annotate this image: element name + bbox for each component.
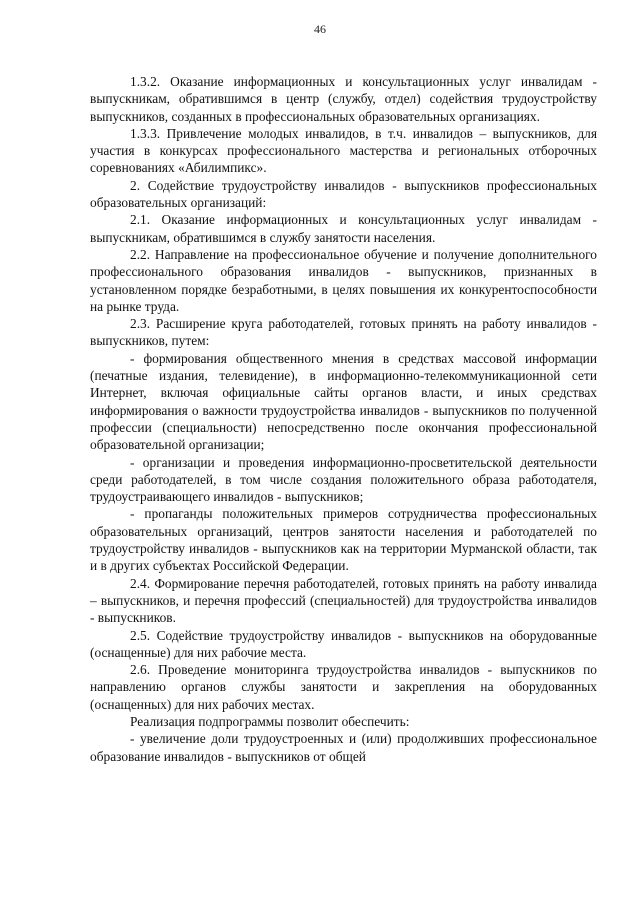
paragraph-1-3-3: 1.3.3. Привлечение молодых инвалидов, в т.ч. инвалидов – выпускников, для участия в конкурсах профессионального мастерства и региональных отборочных соревнованиях «Абилимпикс». <box>90 125 597 176</box>
bullet-item-promotion: - пропаганды положительных примеров сотрудничества профессиональных образовательных организаций, центров занятости населения и работодателей по трудоустройству инвалидов - выпускников как на территории Мурманской области, так и в других субъектах Российской Федерации. <box>90 506 597 574</box>
paragraph-2-3: 2.3. Расширение круга работодателей, готовых принять на работу инвалидов - выпускников, путем: <box>90 316 597 349</box>
paragraph-2-1: 2.1. Оказание информационных и консультационных услуг инвалидам - выпускникам, обратившимся в службу занятости населения. <box>90 212 597 245</box>
paragraph-2-2: 2.2. Направление на профессиональное обучение и получение дополнительного профессионального образования инвалидов - выпускников, признанных в установленном порядке безработными, в целях повышения их конкурентоспособности на рынке труда. <box>90 246 597 314</box>
paragraph-1-3-2: 1.3.2. Оказание информационных и консультационных услуг инвалидам - выпускникам, обратившимся в центр (службу, отдел) содействия трудоустройству выпускников, созданных в профессиональных образовательных организациях. <box>90 74 597 124</box>
paragraph-2-4: 2.4. Формирование перечня работодателей, готовых принять на работу инвалида – выпускников, и перечня профессий (специальностей) для трудоустройства инвалидов - выпускников. <box>90 575 597 626</box>
paragraph-2-5: 2.5. Содействие трудоустройству инвалидов - выпускников на оборудованные (оснащенные) для них рабочие места. <box>90 627 597 660</box>
bullet-item-media: - формирования общественного мнения в средствах массовой информации (печатные издания, телевидение), в информационно-телекоммуникационной сети Интернет, включая официальные сайты органов власти, и иных средствах информирования о важности трудоустройства инвалидов - выпускников по полученной профессии (специальности) непосредственно после окончания профессиональной образовательной организации; <box>90 350 597 453</box>
bullet-item-outreach: - организации и проведения информационно-просветительской деятельности среди работодателей, в том числе создания положительного образа работодателя, трудоустраивающего инвалидов - выпускников; <box>90 454 597 505</box>
paragraph-2-6: 2.6. Проведение мониторинга трудоустройства инвалидов - выпускников по направлению органов службы занятости и закрепления на оборудованных (оснащенных) для них рабочих местах. <box>90 662 597 712</box>
document-body <box>90 73 597 765</box>
bullet-item-increase: - увеличение доли трудоустроенных и (или) продолживших профессиональное образование инвалидов - выпускников от общей <box>90 731 597 764</box>
page-number: 46 <box>314 22 326 36</box>
paragraph-implementation: Реализация подпрограммы позволит обеспечить: <box>130 713 410 729</box>
paragraph-2: 2. Содействие трудоустройству инвалидов - выпускников профессиональных образовательных организаций: <box>90 177 597 211</box>
